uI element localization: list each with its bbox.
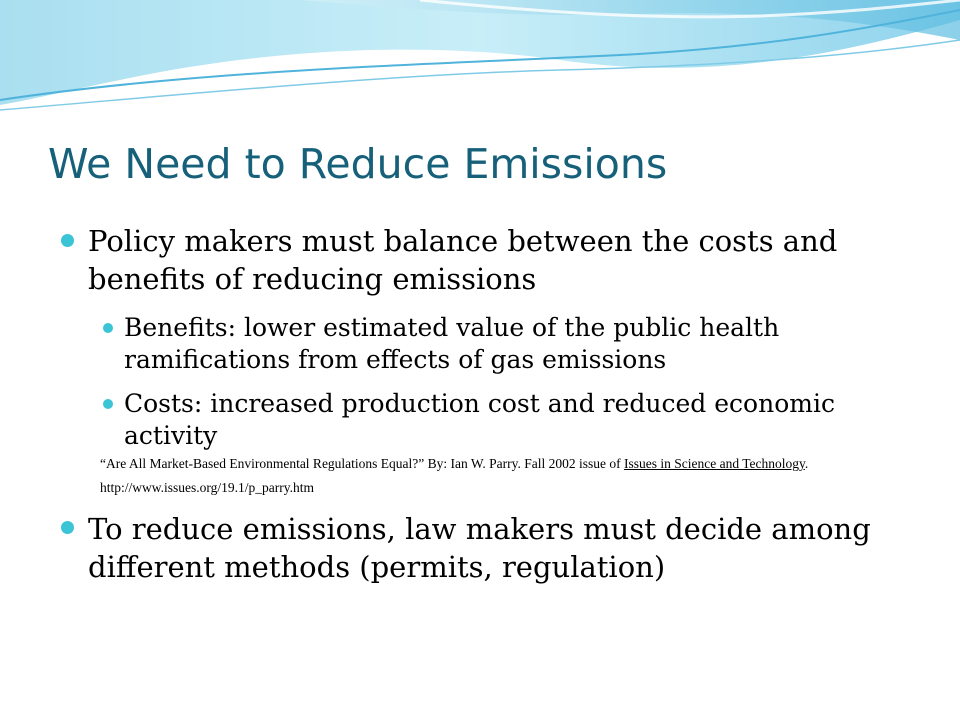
- sub-bullet-text: Costs: increased production cost and reduced economic activity: [124, 389, 835, 450]
- bullet-text: Policy makers must balance between the costs and benefits of reducing emissions: [88, 224, 838, 296]
- slide-title: We Need to Reduce Emissions: [48, 140, 668, 188]
- sub-bullet-dot: [103, 399, 113, 409]
- sub-bullet-text: Benefits: lower estimated value of the public health ramifications from effects of gas emissions: [124, 313, 780, 374]
- sub-bullet-dot: [103, 323, 113, 333]
- bullet-dot: [61, 521, 74, 534]
- citation-url: . http://www.issues.org/19.1/p_parry.htm: [100, 456, 809, 495]
- bullet-text: To reduce emissions, law makers must decide among different methods (permits, regulation): [88, 512, 871, 584]
- citation-text: “Are All Market-Based Environmental Regulations Equal?” By: Ian W. Parry. Fall 2002 issue of: [100, 456, 625, 471]
- citation: [100, 452, 860, 500]
- citation-journal-link[interactable]: Issues in Science and Technology: [624, 456, 805, 471]
- header-wave-decoration: [0, 0, 960, 120]
- bullet-dot: [61, 234, 74, 247]
